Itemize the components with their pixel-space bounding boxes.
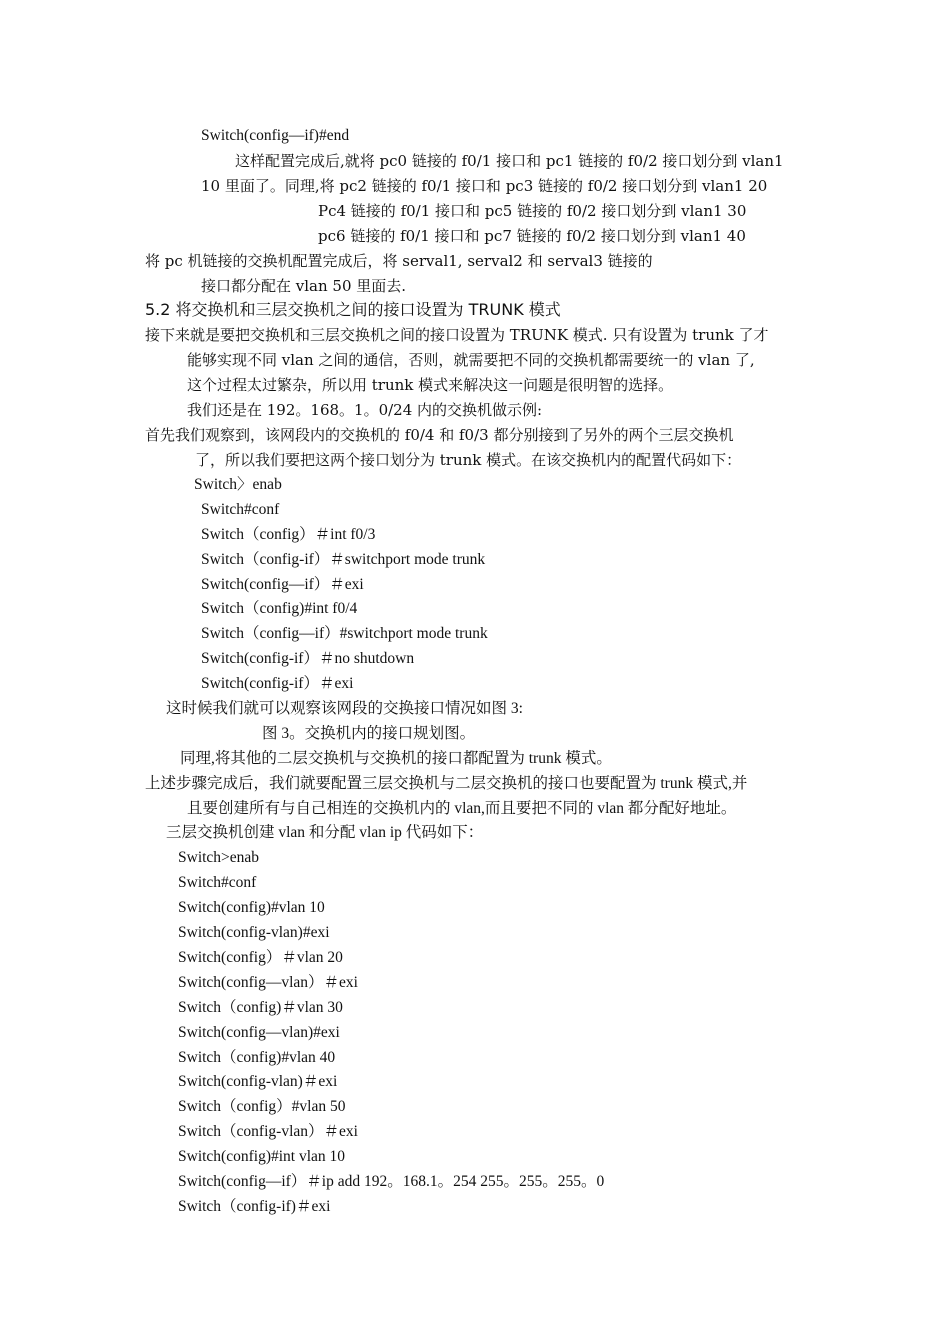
- code-line: Switch(config—if）＃exi: [201, 576, 364, 593]
- code-line: Switch>enab: [178, 849, 260, 866]
- code-line: Switch（config)＃vlan 30: [178, 999, 343, 1016]
- code-line: Switch〉enab: [194, 476, 282, 493]
- section-heading: 5.2 将交换机和三层交换机之间的接口设置为 TRUNK 模式: [145, 300, 561, 319]
- code-line: Switch（config）＃int f0/3: [201, 526, 376, 543]
- code-line: Switch#conf: [178, 874, 257, 891]
- code-line: Switch（config)#int f0/4: [201, 600, 358, 617]
- paragraph-line: 接口都分配在 vlan 50 里面去.: [201, 277, 407, 295]
- paragraph-line: pc6 链接的 f0/1 接口和 pc7 链接的 f0/2 接口划分到 vlan1 40: [318, 227, 746, 245]
- paragraph-line: 将 pc 机链接的交换机配置完成后，将 serval1, serval2 和 serval3 链接的: [145, 252, 653, 270]
- code-line: Switch（config-if)＃exi: [178, 1198, 331, 1215]
- code-line: Switch（config）#vlan 50: [178, 1098, 346, 1115]
- paragraph-line: 且要创建所有与自己相连的交换机内的 vlan,而且要把不同的 vlan 都分配好地址。: [187, 800, 737, 817]
- paragraph-line: 上述步骤完成后，我们就要配置三层交换机与二层交换机的接口也要配置为 trunk 模式,并: [145, 775, 748, 792]
- code-line: Switch(config)#int vlan 10: [178, 1148, 346, 1165]
- code-line: Switch(config-if）＃no shutdown: [201, 650, 415, 667]
- paragraph-line: 这样配置完成后,就将 pc0 链接的 f0/1 接口和 pc1 链接的 f0/2 接口划分到 vlan1: [235, 152, 784, 170]
- code-line: Switch(config-vlan)＃exi: [178, 1073, 338, 1090]
- paragraph-line: 这个过程太过繁杂，所以用 trunk 模式来解决这一问题是很明智的选择。: [187, 376, 674, 394]
- code-line: Switch(config-vlan)#exi: [178, 924, 330, 941]
- code-line: Switch(config—if)#end: [201, 127, 350, 144]
- paragraph-line: 能够实现不同 vlan 之间的通信，否则，就需要把不同的交换机都需要统一的 vlan 了,: [187, 351, 755, 369]
- paragraph-line: 了，所以我们要把这两个接口划分为 trunk 模式。在该交换机内的配置代码如下：: [195, 451, 742, 469]
- code-line: Switch（config-vlan）＃exi: [178, 1123, 358, 1140]
- paragraph-line: 接下来就是要把交换机和三层交换机之间的接口设置为 TRUNK 模式. 只有设置为 trunk 了才: [145, 326, 769, 344]
- paragraph-line: 同理,将其他的二层交换机与交换机的接口都配置为 trunk 模式。: [180, 750, 612, 767]
- paragraph-line: 这时候我们就可以观察该网段的交换接口情况如图 3:: [166, 700, 523, 717]
- code-line: Switch(config-if）＃exi: [201, 675, 354, 692]
- code-line: Switch#conf: [201, 501, 280, 518]
- code-line: Switch（config-if）＃switchport mode trunk: [201, 551, 486, 568]
- figure-caption: 图 3。交换机内的接口规划图。: [262, 725, 476, 742]
- code-line: Switch(config）＃vlan 20: [178, 949, 343, 966]
- code-line: Switch(config—vlan）＃exi: [178, 974, 358, 991]
- code-line: Switch(config—vlan)#exi: [178, 1024, 340, 1041]
- paragraph-line: 10 里面了。同理,将 pc2 链接的 f0/1 接口和 pc3 链接的 f0/2 接口划分到 vlan1 20: [201, 177, 768, 195]
- code-line: Switch（config)#vlan 40: [178, 1049, 336, 1066]
- paragraph-line: 首先我们观察到，该网段内的交换机的 f0/4 和 f0/3 都分别接到了另外的两个三层交换机: [145, 426, 734, 444]
- paragraph-line: Pc4 链接的 f0/1 接口和 pc5 链接的 f0/2 接口划分到 vlan1 30: [318, 202, 747, 220]
- paragraph-line: 我们还是在 192。168。1。0/24 内的交换机做示例:: [187, 401, 543, 419]
- code-line: Switch(config—if）＃ip add 192。168.1。254 255。255。255。0: [178, 1173, 605, 1190]
- code-line: Switch（config—if）#switchport mode trunk: [201, 625, 488, 642]
- code-line: Switch(config)#vlan 10: [178, 899, 325, 916]
- paragraph-line: 三层交换机创建 vlan 和分配 vlan ip 代码如下：: [166, 824, 484, 841]
